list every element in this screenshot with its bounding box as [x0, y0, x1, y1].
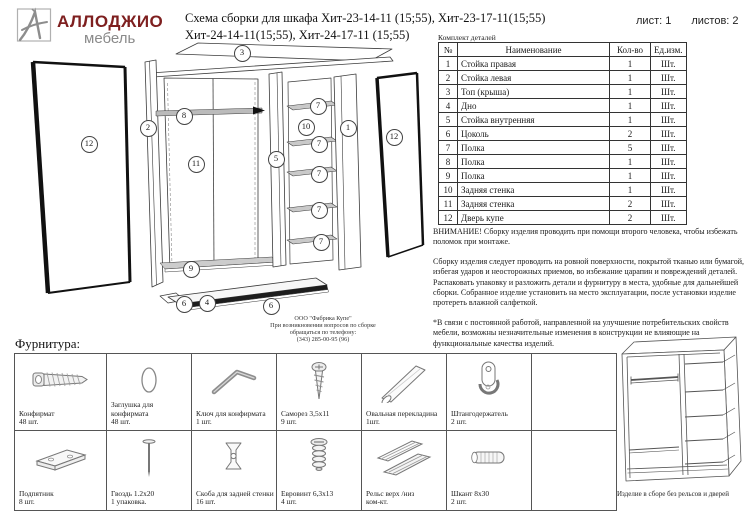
right-door-shape	[377, 73, 423, 257]
part-unit: Шт.	[651, 183, 687, 197]
disclaimer-text: *В связи с постоянной работой, направленной на улучшение потребительских свойств мебели, возможны незначительные изменения в конструкции не влияющие на функциональные качества изделий.	[433, 317, 729, 348]
table-row	[439, 99, 687, 113]
self-tapping-screw-icon	[287, 357, 351, 403]
table-row	[439, 169, 687, 183]
hardware-qty: 2 шт.	[451, 417, 467, 427]
table-row	[439, 183, 687, 197]
callout-right-back: 10	[298, 119, 315, 136]
part-name: Стойка внутренняя	[458, 113, 610, 127]
hardware-cell	[192, 354, 277, 431]
callout-shelf-9: 9	[183, 261, 200, 278]
table-row	[439, 155, 687, 169]
part-unit: Шт.	[651, 141, 687, 155]
hardware-name: Шкант 8х30	[451, 488, 490, 498]
part-name: Топ (крыша)	[458, 85, 610, 99]
table-row	[439, 211, 687, 225]
title-line-1: Схема сборки для шкафа Хит-23-14-11 (15;55), Хит-23-17-11(15;55)	[185, 11, 546, 25]
part-unit: Шт.	[651, 113, 687, 127]
hardware-cell	[107, 431, 192, 511]
callout-shelf-7-3: 7	[311, 166, 328, 183]
part-qty: 1	[610, 85, 651, 99]
callout-right-door: 12	[386, 129, 403, 146]
part-unit: Шт.	[651, 99, 687, 113]
hardware-cell	[15, 354, 107, 431]
part-qty: 2	[610, 127, 651, 141]
hardware-cell-empty	[532, 354, 617, 431]
part-unit: Шт.	[651, 197, 687, 211]
cap-icon	[117, 357, 181, 403]
hardware-cell	[107, 354, 192, 431]
table-row	[439, 127, 687, 141]
hardware-name: Гвоздь 1.2х20	[111, 488, 155, 498]
hex-key-icon	[202, 357, 266, 403]
table-row	[439, 113, 687, 127]
back-panel-shape	[164, 78, 258, 271]
foot-pad-icon	[29, 434, 93, 480]
nail-icon	[117, 434, 181, 480]
hardware-grid	[14, 353, 617, 511]
hardware-name: Ключ для конфирмата	[196, 408, 266, 418]
part-unit: Шт.	[651, 155, 687, 169]
callout-back-panel: 11	[188, 156, 205, 173]
notices-block	[433, 227, 747, 358]
part-no: 1	[439, 57, 458, 71]
factory-note-line: (343) 285-00-95 (96)	[296, 336, 350, 343]
factory-note-line: ООО "Фабрика Купе"	[294, 315, 352, 322]
hardware-cell	[192, 431, 277, 511]
title-line-2: Хит-24-14-11(15;55), Хит-24-17-11 (15;55)	[185, 28, 410, 42]
part-unit: Шт.	[651, 127, 687, 141]
callout-right-stand: 1	[340, 120, 357, 137]
part-qty: 1	[610, 71, 651, 85]
hardware-cell	[362, 354, 447, 431]
hardware-name: Евровинт 6,3х13	[281, 488, 334, 498]
part-qty: 1	[610, 169, 651, 183]
part-name: Задняя стенка	[458, 183, 610, 197]
parts-table-caption: Комплект деталей	[438, 33, 496, 42]
callout-inner-stand: 5	[268, 151, 285, 168]
table-row	[439, 57, 687, 71]
sheet-info	[636, 15, 739, 27]
part-no: 6	[439, 127, 458, 141]
rail-icon	[372, 434, 436, 480]
hardware-cell	[447, 354, 532, 431]
hardware-qty: 4 шт.	[281, 497, 297, 507]
hardware-qty: 48 шт.	[19, 417, 39, 427]
callout-left-door: 12	[81, 136, 98, 153]
part-no: 7	[439, 141, 458, 155]
hardware-qty: ком-кт.	[366, 497, 388, 507]
part-qty: 1	[610, 57, 651, 71]
hardware-cell	[362, 431, 447, 511]
callout-top-panel: 3	[234, 45, 251, 62]
callout-bottom-panel: 4	[199, 295, 216, 312]
warning-text: ВНИМАНИЕ! Сборку изделия проводить при помощи второго человека, чтобы избежать поломок при монтаже.	[433, 227, 738, 247]
table-row	[439, 141, 687, 155]
hardware-name: Овальная перекладина	[366, 408, 438, 418]
part-qty: 1	[610, 113, 651, 127]
hardware-qty: 2 шт.	[451, 497, 467, 507]
callout-plinth-left: 6	[176, 296, 193, 313]
brand-subtitle: мебель	[84, 30, 136, 47]
part-no: 11	[439, 197, 458, 211]
brand-logo-icon	[16, 7, 54, 44]
part-no: 8	[439, 155, 458, 169]
hardware-cell	[15, 431, 107, 511]
hardware-name: Саморез 3,5х11	[281, 408, 330, 418]
part-no: 4	[439, 99, 458, 113]
table-row	[439, 197, 687, 211]
oval-rod-icon	[372, 357, 436, 403]
part-qty: 1	[610, 155, 651, 169]
brand-name: АЛЛОДЖИО	[57, 12, 164, 31]
hardware-cell	[277, 431, 362, 511]
hardware-cell	[447, 431, 532, 511]
assembled-view-caption: Изделие в сборе без рельсов и дверей	[616, 490, 730, 498]
top-panel-shape	[150, 43, 393, 77]
factory-note-line: обращаться по телефону:	[289, 329, 357, 336]
callout-shelf-8: 8	[176, 108, 193, 125]
hardware-name: Штангодержатель	[451, 408, 508, 418]
hardware-name: Рельс верх /низ	[366, 488, 415, 498]
hardware-name: Конфирмат	[19, 408, 55, 418]
left-door-shape	[33, 62, 130, 293]
callout-plinth-front: 6	[263, 298, 280, 315]
factory-note	[258, 315, 388, 343]
part-qty: 5	[610, 141, 651, 155]
part-no: 3	[439, 85, 458, 99]
hardware-qty: 16 шт.	[196, 497, 216, 507]
hardware-qty: 1шт.	[366, 417, 380, 427]
part-unit: Шт.	[651, 211, 687, 225]
part-qty: 1	[610, 183, 651, 197]
callout-shelf-7-4: 7	[311, 202, 328, 219]
part-name: Дверь купе	[458, 211, 610, 225]
parts-table-header	[439, 43, 687, 57]
assembly-instructions-text: Сборку изделия следует проводить на ровной поверхности, покрытой тканью или бумагой, избегая ударов и неосторожных приемов, во избежание царапин и повреждений деталей. Распаковать упаковку и разложить детали и фурнитуру в места, удобные для дальнейшей сборки. Собранное изделие установить на место эксплуатации, после установки изделие протереть влажной салфеткой.	[433, 256, 745, 308]
hardware-section-title: Фурнитура:	[15, 336, 81, 351]
part-no: 2	[439, 71, 458, 85]
part-name: Задняя стенка	[458, 197, 610, 211]
part-name: Полка	[458, 155, 610, 169]
part-no: 12	[439, 211, 458, 225]
right-stand-shape	[334, 74, 361, 270]
hardware-qty: 48 шт.	[111, 417, 131, 427]
part-qty: 2	[610, 211, 651, 225]
callout-shelf-7-2: 7	[311, 136, 328, 153]
part-name: Дно	[458, 99, 610, 113]
part-no: 10	[439, 183, 458, 197]
hardware-name: Скоба для задней стенки	[196, 488, 274, 498]
table-row	[439, 85, 687, 99]
part-name: Стойка левая	[458, 71, 610, 85]
dowel-icon	[457, 434, 521, 480]
inner-stand-shape	[269, 72, 286, 267]
col-name: Наименование	[458, 43, 610, 57]
callout-left-stand: 2	[140, 120, 157, 137]
back-panel-bracket-icon	[202, 434, 266, 480]
factory-note-line: При возникновении вопросов по сборке	[270, 322, 376, 329]
part-qty: 1	[610, 99, 651, 113]
euro-screw-icon	[287, 434, 351, 480]
left-stand-shape	[145, 60, 163, 287]
col-qty: Кол-во	[610, 43, 651, 57]
hardware-cell-empty	[532, 431, 617, 511]
part-unit: Шт.	[651, 169, 687, 183]
part-unit: Шт.	[651, 57, 687, 71]
part-name: Цоколь	[458, 127, 610, 141]
part-unit: Шт.	[651, 71, 687, 85]
col-unit: Ед.изм.	[651, 43, 687, 57]
sheets-total: листов: 2	[691, 15, 739, 27]
callout-shelf-7-1: 7	[310, 98, 327, 115]
assembled-wardrobe-sketch	[622, 337, 741, 481]
hardware-qty: 9 шт.	[281, 417, 297, 427]
col-number: №	[439, 43, 458, 57]
hardware-name: Заглушка для конфирмата	[111, 400, 154, 418]
table-row	[439, 71, 687, 85]
rod-holder-icon	[457, 357, 521, 403]
part-unit: Шт.	[651, 85, 687, 99]
hardware-name: Подпятник	[19, 488, 54, 498]
callout-shelf-7-5: 7	[313, 234, 330, 251]
hardware-qty: 1 шт.	[196, 417, 212, 427]
hardware-qty: 1 упаковка.	[111, 497, 147, 507]
sheet-number: лист: 1	[636, 15, 672, 27]
part-qty: 2	[610, 197, 651, 211]
hardware-qty: 8 шт.	[19, 497, 35, 507]
confirmat-screw-icon	[29, 357, 93, 403]
part-no: 5	[439, 113, 458, 127]
part-name: Стойка правая	[458, 57, 610, 71]
hardware-cell	[277, 354, 362, 431]
parts-table	[438, 42, 687, 225]
part-no: 9	[439, 169, 458, 183]
part-name: Полка	[458, 141, 610, 155]
part-name: Полка	[458, 169, 610, 183]
